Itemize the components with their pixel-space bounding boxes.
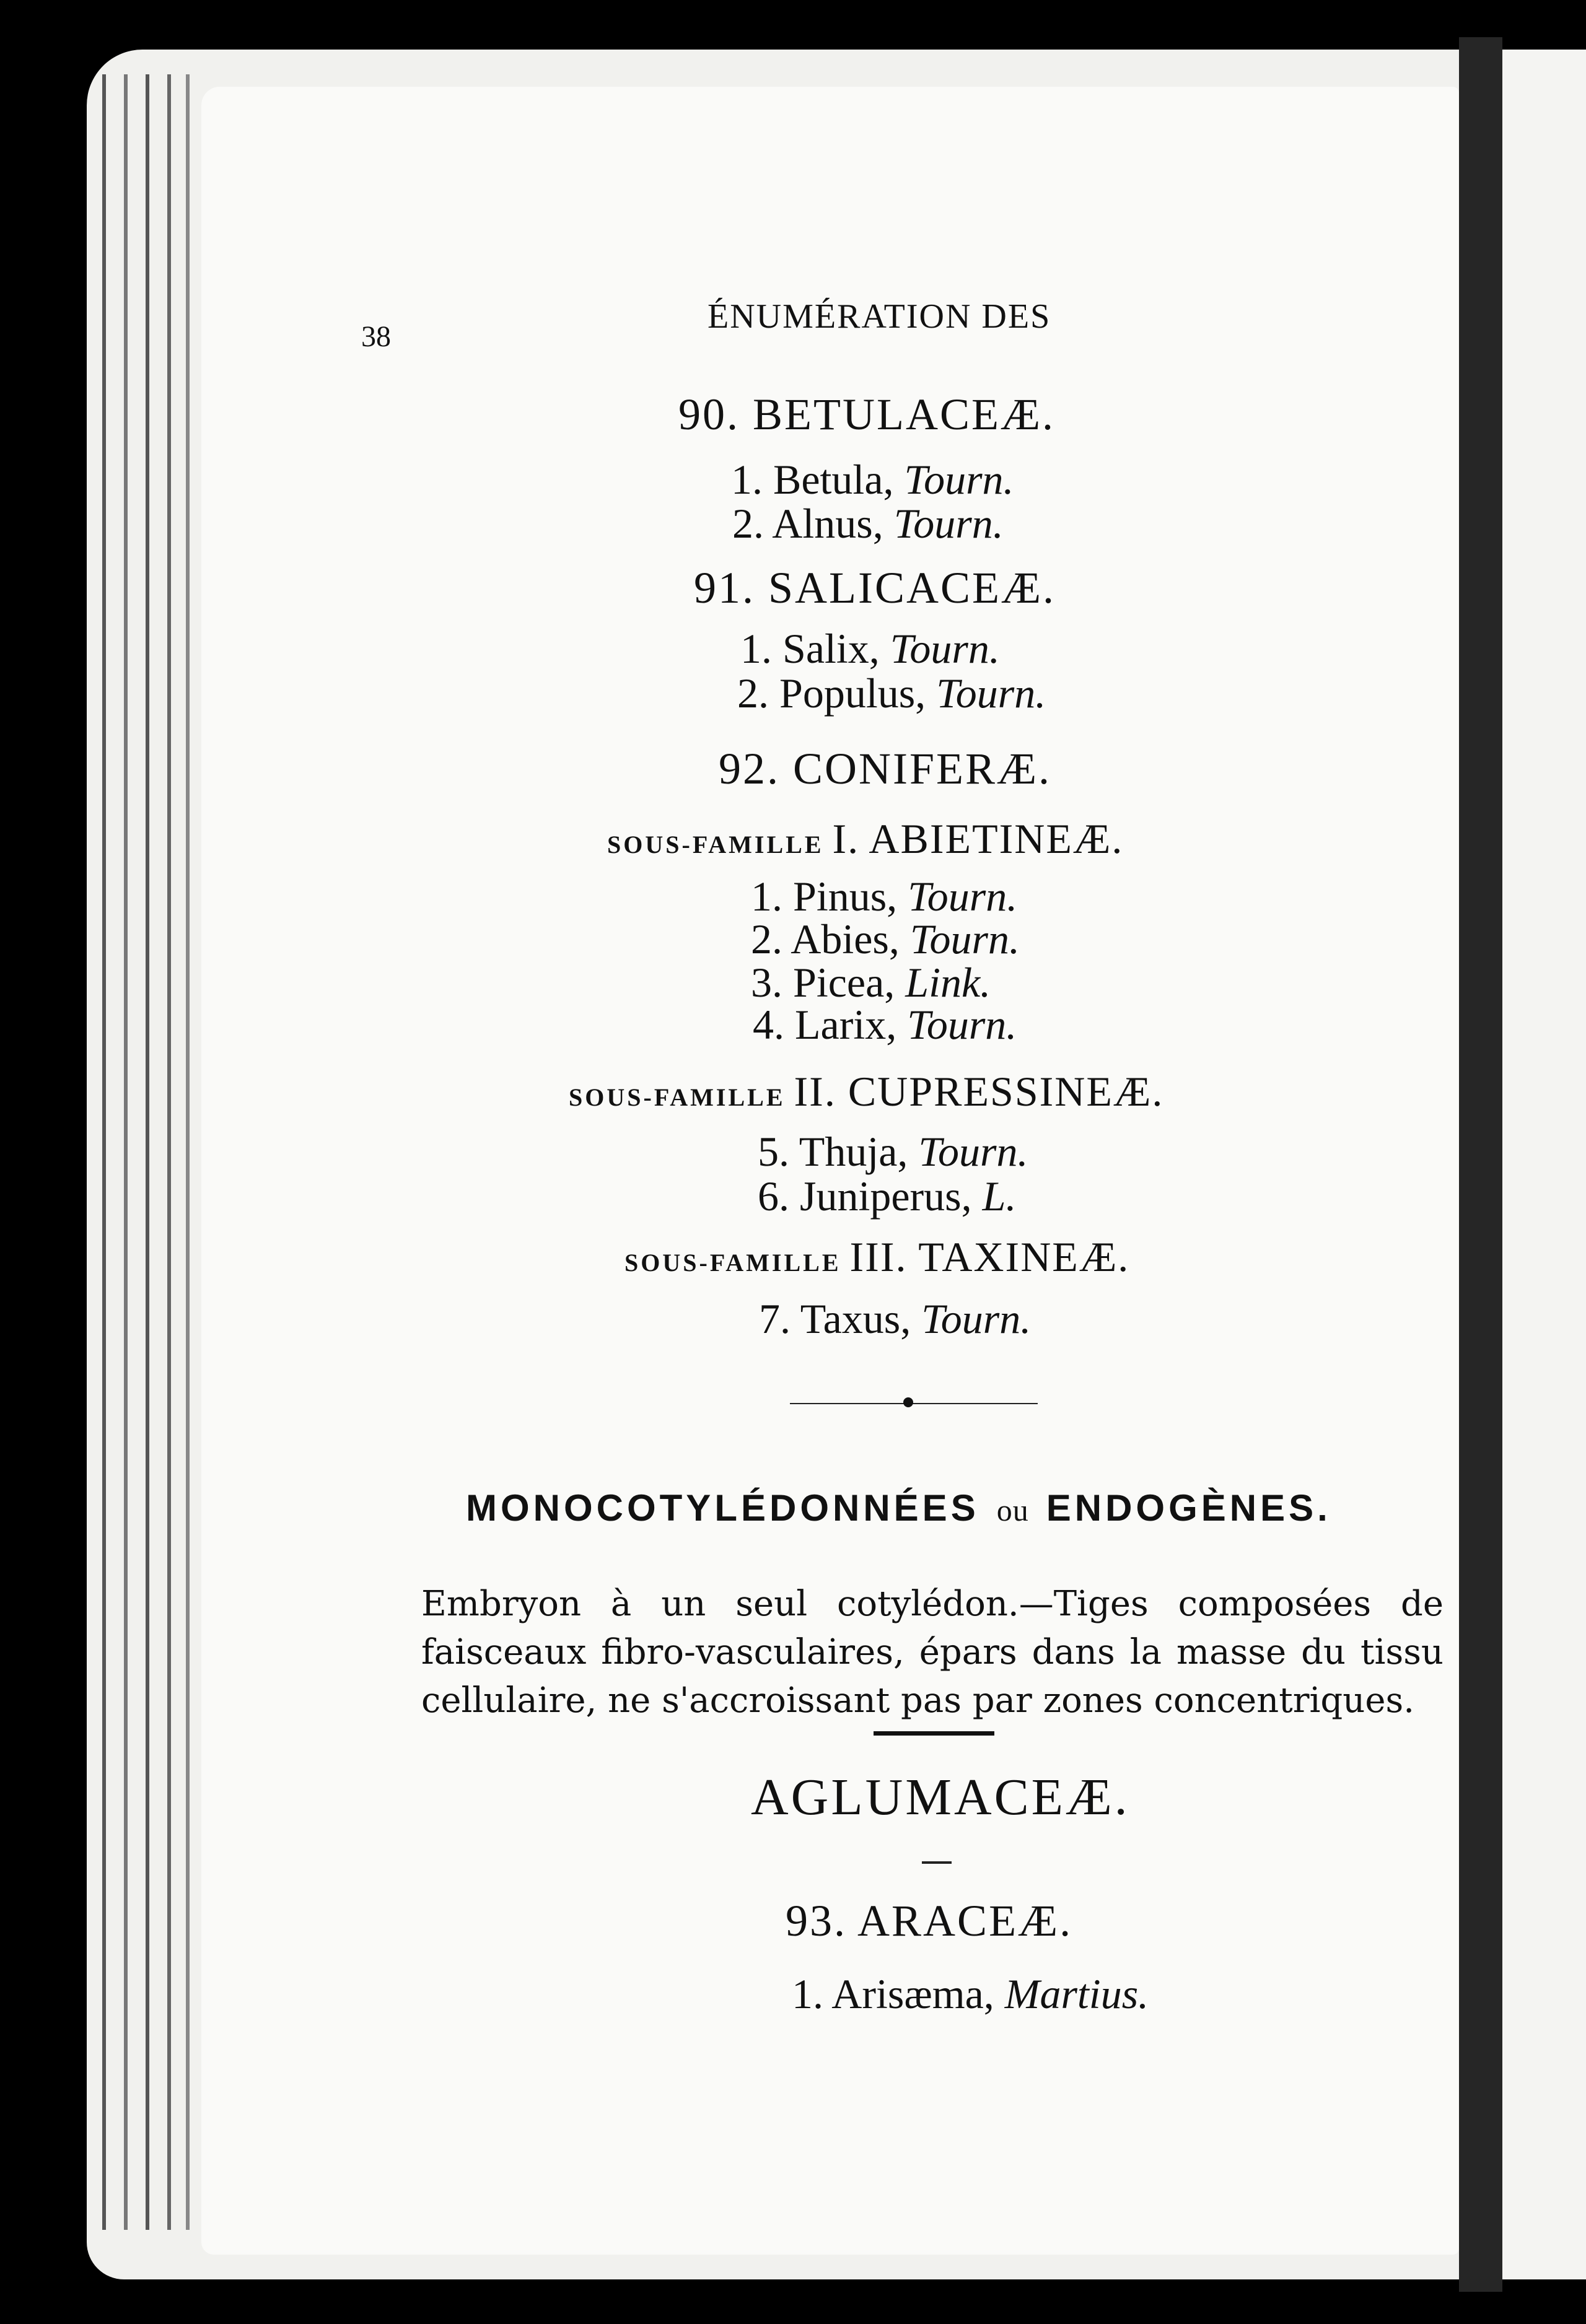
genus-number: 3. — [751, 959, 782, 1006]
genus-author: Tourn. — [918, 1128, 1028, 1175]
genus-entry — [753, 1003, 1017, 1046]
class-heading-monocotyledonnees: MONOCOTYLÉDONNÉES — [466, 1487, 979, 1529]
genus-name: Betula, — [773, 456, 894, 503]
genus-number: 5. — [758, 1128, 789, 1175]
genus-name: Salix, — [782, 625, 880, 672]
genus-name: Picea, — [793, 959, 895, 1006]
book-gutter — [1459, 37, 1502, 2292]
genus-number: 4. — [753, 1001, 784, 1048]
genus-entry — [751, 915, 1020, 963]
family-heading-coniferae: 92. CONIFERÆ. — [719, 744, 1052, 793]
genus-name: Alnus, — [772, 500, 883, 547]
genus-author: Tourn. — [921, 1295, 1032, 1342]
subfamily-label: SOUS-FAMILLE — [569, 1083, 786, 1111]
genus-author: Tourn. — [908, 873, 1018, 920]
page-edge — [167, 74, 171, 2230]
genus-entry — [792, 1970, 1149, 2017]
genus-entry — [737, 670, 1046, 717]
subfamily-heading-abietineae — [607, 815, 1124, 862]
genus-entry — [758, 1173, 1017, 1220]
ornament-divider — [790, 1403, 1038, 1404]
genus-entry — [758, 1130, 1028, 1173]
genus-name: Abies, — [791, 915, 900, 963]
running-title: ÉNUMÉRATION DES — [708, 297, 1051, 336]
genus-name: Arisæma, — [831, 1970, 994, 2017]
subfamily-label: SOUS-FAMILLE — [624, 1249, 841, 1277]
family-heading-salicaceae: 91. SALICACEÆ. — [694, 563, 1056, 613]
family-heading-araceae: 93. ARACEÆ. — [786, 1896, 1073, 1946]
genus-entry — [759, 1295, 1032, 1342]
facing-page-edge — [1502, 50, 1586, 2279]
genus-author: Tourn. — [907, 1001, 1017, 1048]
subfamily-title: I. ABIETINEÆ. — [832, 815, 1124, 862]
genus-number: 1. — [740, 625, 772, 672]
genus-number: 2. — [751, 915, 782, 963]
subfamily-heading-cupressineae — [569, 1068, 1164, 1115]
genus-author: Tourn. — [909, 915, 1020, 963]
genus-author: L. — [982, 1173, 1017, 1220]
genus-author: Tourn. — [936, 670, 1046, 717]
genus-number: 1. — [731, 456, 763, 503]
genus-entry — [751, 873, 1018, 920]
page-edge — [124, 74, 128, 2230]
genus-author: Tourn. — [893, 500, 1004, 547]
page-edge — [186, 74, 190, 2230]
ornament-dot — [903, 1397, 913, 1407]
genus-name: Taxus, — [800, 1295, 911, 1342]
genus-entry — [740, 627, 1000, 670]
family-heading-betulaceae: 90. BETULACEÆ. — [678, 390, 1055, 439]
genus-name: Pinus, — [793, 873, 898, 920]
class-description: Embryon à un seul cotylédon.—Tiges composées de faisceaux fibro-vasculaires, épars dans la masse du tissu cellulaire, ne s'accroissant pas par zones concentriques. — [421, 1584, 1444, 1721]
order-heading-aglumaceae: AGLUMACEÆ. — [751, 1768, 1130, 1826]
subfamily-label: SOUS-FAMILLE — [607, 831, 824, 858]
short-divider — [922, 1861, 952, 1864]
page-number: 38 — [361, 320, 391, 353]
page-edge — [102, 74, 106, 2230]
subfamily-title: III. TAXINEÆ. — [849, 1233, 1130, 1280]
class-heading-connector: ou — [996, 1493, 1029, 1527]
genus-number: 6. — [758, 1173, 789, 1220]
genus-number: 2. — [732, 500, 764, 547]
genus-name: Larix, — [795, 1001, 897, 1048]
genus-number: 7. — [759, 1295, 791, 1342]
genus-author: Link. — [905, 959, 991, 1006]
genus-name: Thuja, — [799, 1128, 908, 1175]
genus-number: 1. — [751, 873, 782, 920]
subfamily-title: II. CUPRESSINEÆ. — [794, 1068, 1164, 1115]
class-heading-endogenes: ENDOGÈNES. — [1046, 1487, 1331, 1529]
genus-entry — [751, 959, 991, 1006]
subfamily-heading-taxineae — [624, 1233, 1130, 1280]
genus-author: Martius. — [1004, 1970, 1149, 2017]
genus-name: Populus, — [779, 670, 926, 717]
genus-number: 2. — [737, 670, 769, 717]
genus-author: Tourn. — [890, 625, 1000, 672]
class-heading — [466, 1487, 1331, 1529]
section-rule — [874, 1731, 994, 1736]
genus-name: Juniperus, — [800, 1173, 972, 1220]
genus-number: 1. — [792, 1970, 823, 2017]
genus-entry — [732, 500, 1004, 547]
genus-author: Tourn. — [904, 456, 1014, 503]
page-edge — [146, 74, 149, 2230]
genus-entry — [731, 456, 1014, 503]
